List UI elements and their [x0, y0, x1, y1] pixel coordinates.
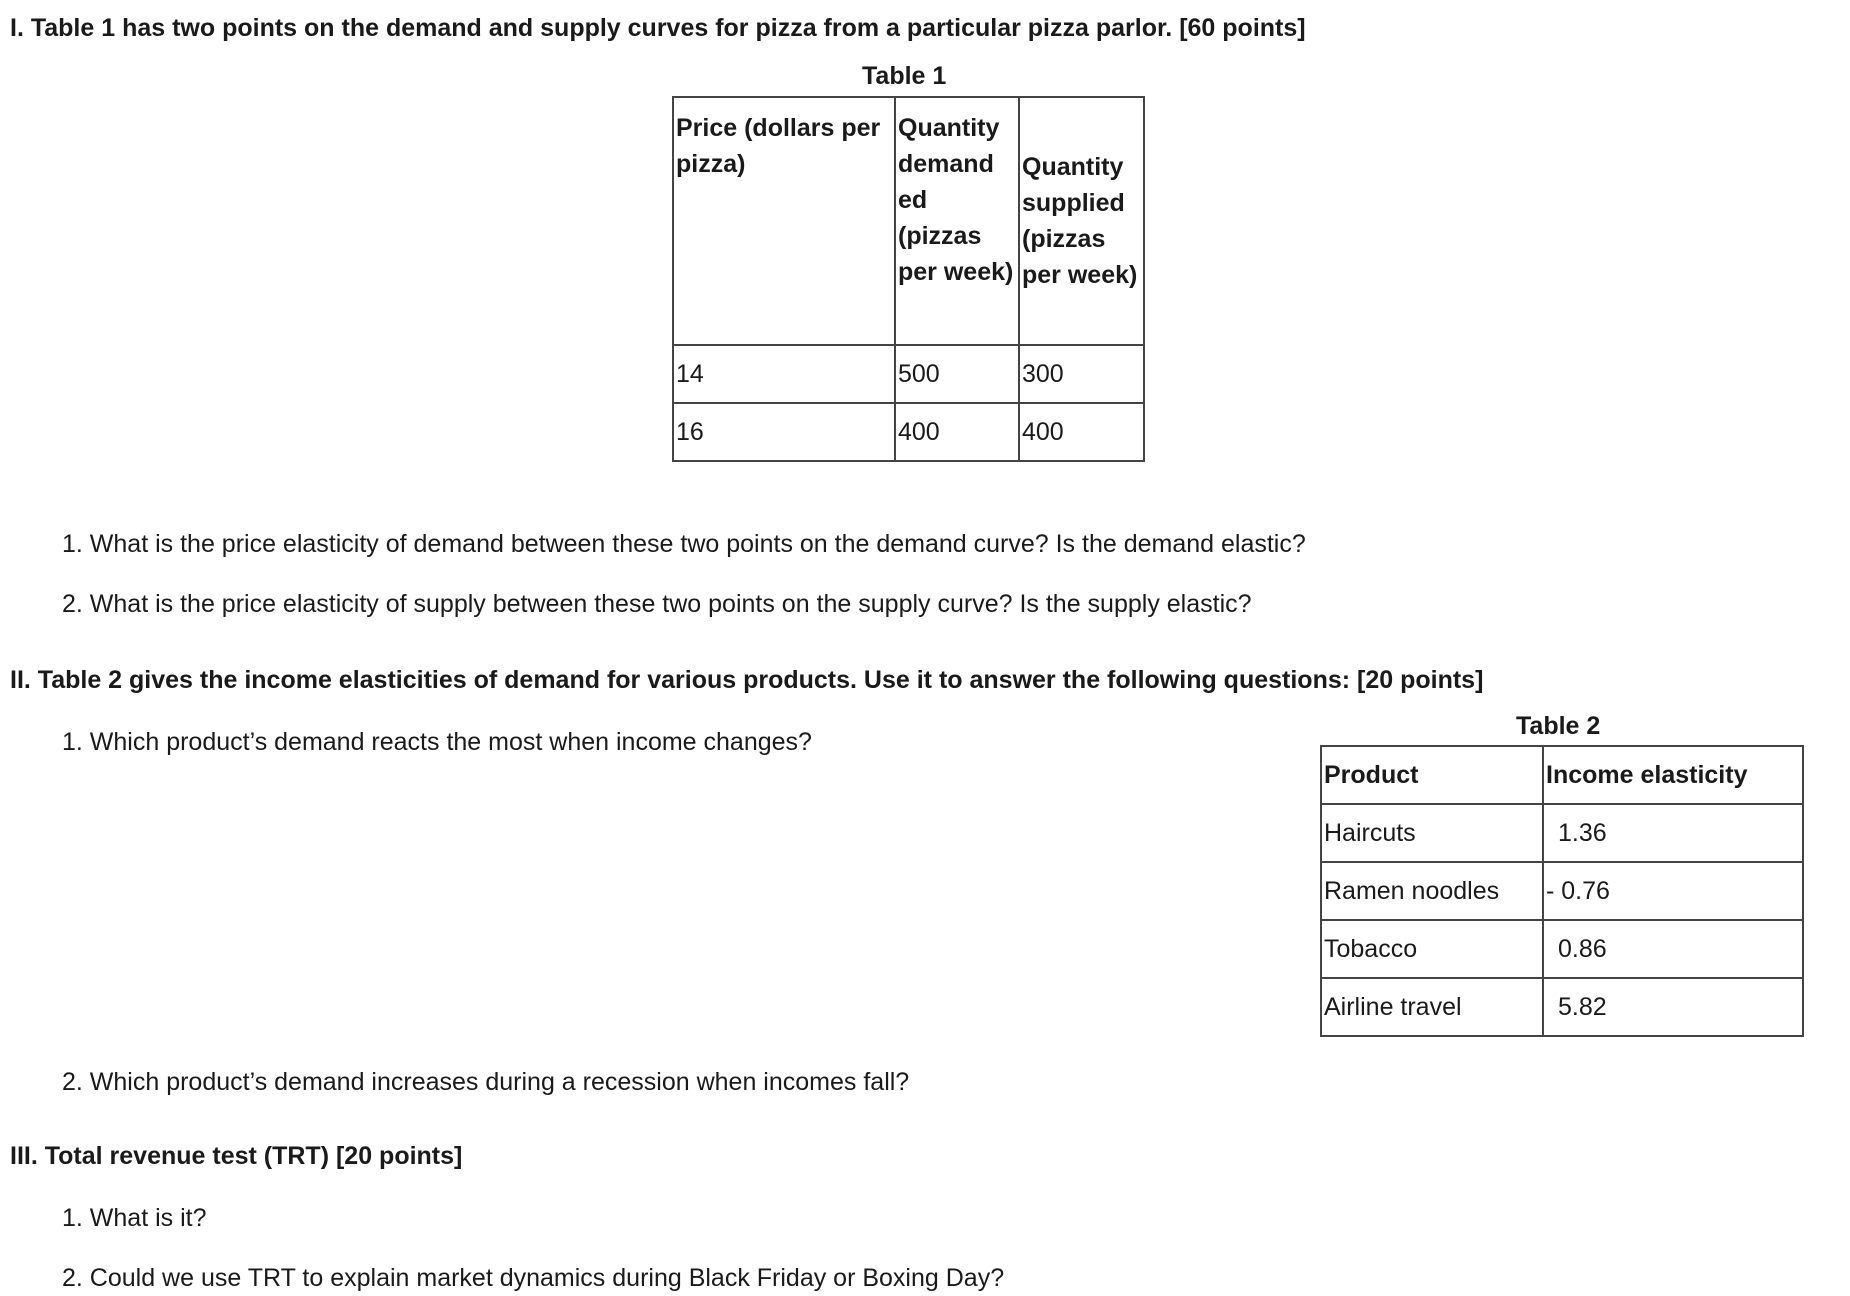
- table1-caption: Table 1: [862, 62, 947, 90]
- table2-header-product: Product: [1321, 746, 1543, 804]
- table1-header-row: [673, 97, 1144, 345]
- table-row: [1321, 862, 1803, 920]
- table-cell: - 0.76: [1543, 862, 1803, 920]
- table-cell: 14: [673, 345, 895, 403]
- table-cell: 500: [895, 345, 1019, 403]
- table-row: [1321, 978, 1803, 1036]
- section3-heading: III. Total revenue test (TRT) [20 points]: [10, 1142, 463, 1170]
- section2-question-2: 2. Which product’s demand increases during a recession when incomes fall?: [62, 1068, 910, 1096]
- table-cell: 1.36: [1543, 804, 1803, 862]
- section3-question-2: 2. Could we use TRT to explain market dynamics during Black Friday or Boxing Day?: [62, 1264, 1005, 1292]
- table-cell: 400: [1019, 403, 1144, 461]
- section1-question-1: 1. What is the price elasticity of demand between these two points on the demand curve? Is the demand elastic?: [62, 530, 1306, 558]
- table-cell: Haircuts: [1321, 804, 1543, 862]
- table2-caption: Table 2: [1516, 712, 1601, 740]
- section1-question-2: 2. What is the price elasticity of supply between these two points on the supply curve? Is the supply elastic?: [62, 590, 1252, 618]
- table2: [1320, 745, 1804, 1037]
- table-cell: 16: [673, 403, 895, 461]
- table2-header-row: [1321, 746, 1803, 804]
- table-cell: Ramen noodles: [1321, 862, 1543, 920]
- table1-header-qd: Quantity demand ed (pizzas per week): [895, 97, 1019, 345]
- table-cell: 0.86: [1543, 920, 1803, 978]
- table-row: [673, 403, 1144, 461]
- section1-heading: I. Table 1 has two points on the demand and supply curves for pizza from a particular pizza parlor. [60 points]: [10, 14, 1306, 42]
- table-row: [1321, 920, 1803, 978]
- table-cell: 300: [1019, 345, 1144, 403]
- table-cell: 400: [895, 403, 1019, 461]
- table1-header-qs: Quantity supplied (pizzas per week): [1019, 97, 1144, 345]
- table-cell: Tobacco: [1321, 920, 1543, 978]
- table2-header-income-elasticity: Income elasticity: [1543, 746, 1803, 804]
- table-cell: Airline travel: [1321, 978, 1543, 1036]
- section2-question-1: 1. Which product’s demand reacts the most when income changes?: [62, 728, 812, 756]
- table-row: [673, 345, 1144, 403]
- table1-header-price: Price (dollars per pizza): [673, 97, 895, 345]
- section3-question-1: 1. What is it?: [62, 1204, 207, 1232]
- table1: [672, 96, 1145, 462]
- section2-heading: II. Table 2 gives the income elasticities of demand for various products. Use it to answer the following questions: [20 points]: [10, 666, 1484, 694]
- table-row: [1321, 804, 1803, 862]
- table-cell: 5.82: [1543, 978, 1803, 1036]
